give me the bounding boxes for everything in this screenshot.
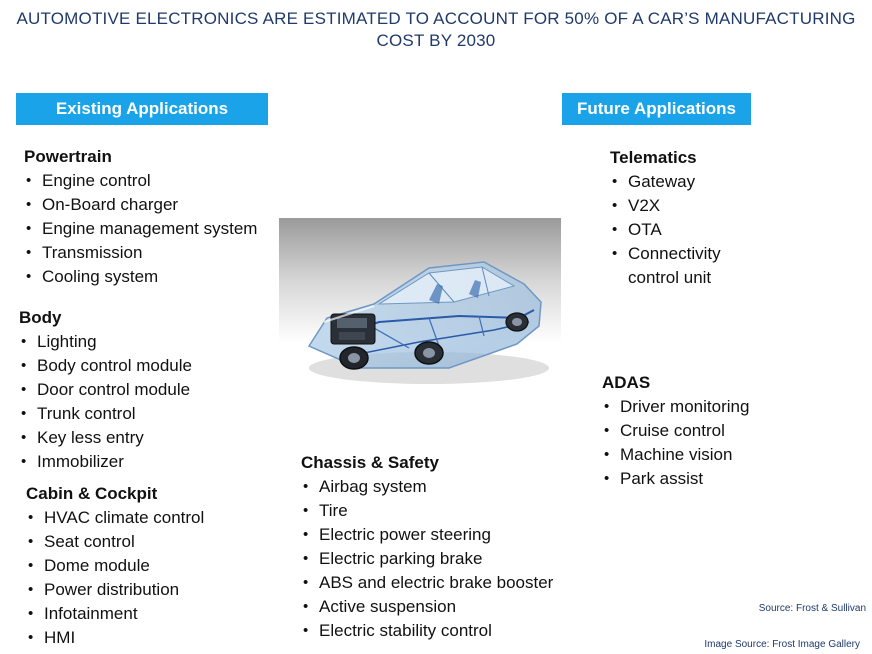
list-item: • Driver monitoring (602, 395, 750, 419)
car-illustration (279, 218, 561, 396)
telematics-list (610, 170, 760, 290)
list-item: • Body control module (19, 354, 269, 378)
chassis-safety-group (301, 451, 591, 643)
list-item: • Door control module (19, 378, 269, 402)
list-item: • Cruise control (602, 419, 772, 443)
title-line-2: COST BY 2030 (376, 31, 496, 50)
cabin-cockpit-group (26, 482, 266, 650)
adas-group (602, 371, 772, 491)
existing-applications-banner: Existing Applications (16, 93, 268, 125)
list-item: • Electric parking brake (301, 547, 591, 571)
adas-list (602, 395, 772, 491)
chassis-safety-list (301, 475, 591, 643)
list-item: • Tire (301, 499, 591, 523)
list-item: • HVAC climate control (26, 506, 266, 530)
title-line-1: AUTOMOTIVE ELECTRONICS ARE ESTIMATED TO ACCOUNT FOR 50% OF A CAR’S MANUFACTURING (16, 9, 856, 28)
telematics-title: Telematics (610, 148, 697, 167)
list-item: • OTA (610, 218, 760, 242)
list-item: • Trunk control (19, 402, 269, 426)
page-title (0, 8, 872, 52)
list-item: • Infotainment (26, 602, 266, 626)
source-caption: Source: Frost & Sullivan (758, 603, 866, 614)
list-item: • Seat control (26, 530, 266, 554)
powertrain-title: Powertrain (24, 147, 112, 166)
list-item: • Airbag system (301, 475, 591, 499)
body-title: Body (19, 308, 62, 327)
list-item: • V2X (610, 194, 760, 218)
list-item: • Cooling system (24, 265, 284, 289)
powertrain-group (24, 145, 284, 289)
list-item: • Immobilizer (19, 450, 269, 474)
list-item: • Electric power steering (301, 523, 591, 547)
list-item: • Machine vision (602, 443, 772, 467)
telematics-group (610, 146, 760, 290)
list-item: • Engine control (24, 169, 284, 193)
body-list (19, 330, 269, 474)
powertrain-list (24, 169, 284, 289)
image-source-caption: Image Source: Frost Image Gallery (704, 639, 860, 650)
list-item: • HMI (26, 626, 266, 650)
list-item: • Dome module (26, 554, 266, 578)
list-item: • Lighting (19, 330, 269, 354)
list-item: • Electric stability control (301, 619, 591, 643)
list-item: • Park assist (602, 467, 772, 491)
list-item: • ABS and electric brake booster (301, 571, 591, 595)
list-item: • Key less entry (19, 426, 269, 450)
list-item: • Transmission (24, 241, 284, 265)
cabin-cockpit-list (26, 506, 266, 650)
adas-title: ADAS (602, 373, 651, 392)
list-item: • On-Board charger (24, 193, 284, 217)
cabin-cockpit-title: Cabin & Cockpit (26, 484, 158, 503)
future-applications-banner: Future Applications (562, 93, 751, 125)
list-item: • Active suspension (301, 595, 591, 619)
list-item: • Engine management system (24, 217, 284, 241)
list-item: • Gateway (610, 170, 760, 194)
car-xray-image (279, 218, 561, 396)
list-item: • Power distribution (26, 578, 266, 602)
chassis-safety-title: Chassis & Safety (301, 453, 439, 472)
list-item: • Connectivity control unit (610, 242, 758, 290)
body-group (19, 306, 269, 474)
